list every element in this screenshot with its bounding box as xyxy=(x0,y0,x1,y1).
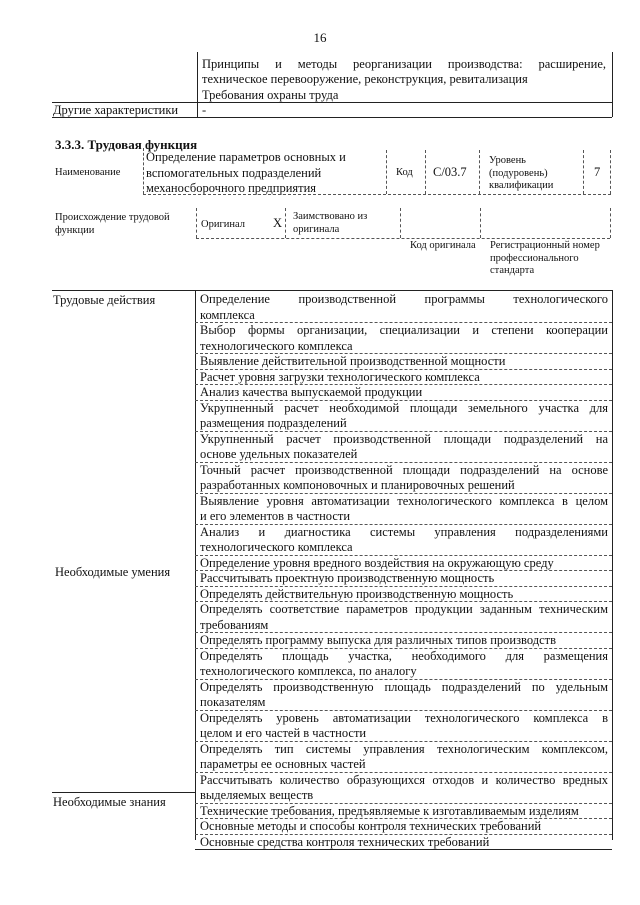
labor_actions-item xyxy=(200,323,608,354)
name-box-bottom xyxy=(143,194,611,195)
label-separator xyxy=(52,792,195,793)
labor_actions-item-line: разработанных компоновочных и планировочных решений xyxy=(200,478,515,492)
origin-label-line: функции xyxy=(55,224,95,236)
labor_actions-item xyxy=(200,385,608,401)
knowledge-item xyxy=(200,819,608,835)
labor_actions-item xyxy=(200,463,608,494)
skills-item xyxy=(200,711,608,742)
name-label: Наименование xyxy=(55,167,121,178)
reg-number-line: стандарта xyxy=(490,265,535,276)
origin-label xyxy=(55,212,170,237)
table-border xyxy=(612,52,613,117)
skills-item xyxy=(200,633,608,649)
origin-box-reg xyxy=(480,208,481,238)
labor_actions-item-line: Выявление действительной производственной мощности xyxy=(200,354,506,368)
origin-box-code xyxy=(400,208,401,238)
code-original-label: Код оригинала xyxy=(410,240,476,251)
level-box-left xyxy=(583,150,584,194)
knowledge-item-line: Основные средства контроля технических требований xyxy=(200,834,490,849)
skills-item-line: Определять тип системы управления технологическим комплексом, xyxy=(200,741,608,756)
knowledge-item xyxy=(200,804,608,820)
origin-box-left xyxy=(196,208,197,238)
knowledge-item-line: Технические требования, предъявляемые к изготавливаемым изделиям xyxy=(200,803,579,818)
code-value: C/03.7 xyxy=(433,165,467,179)
labor_actions-item-line: комплекса xyxy=(200,307,255,322)
reg-number-label xyxy=(490,240,600,278)
level-value: 7 xyxy=(594,165,601,179)
level-box-right xyxy=(610,150,611,194)
borrowed-label xyxy=(293,211,367,236)
labor_actions-item xyxy=(200,494,608,525)
skills-item xyxy=(200,602,608,633)
page-number: 16 xyxy=(313,30,327,45)
main-table-bottom xyxy=(195,849,612,850)
labor_actions-item-line: и его элементов в частности xyxy=(200,509,351,523)
section-title: 3.3.3. Трудовая функция xyxy=(55,137,198,152)
origin-box-right xyxy=(610,208,611,238)
skills-item-line: Определять программу выпуска для различных типов производств xyxy=(200,633,556,647)
reg-number-line: профессионального xyxy=(490,252,579,264)
knowledge-label: Необходимые знания xyxy=(53,795,166,809)
top-cell-line-1: Принципы и методы реорганизации производства: расширение, xyxy=(202,57,606,71)
labor_actions-item-line: Укрупненный расчет необходимой площади земельного участка для xyxy=(200,400,608,415)
labor_actions-item-line: Выбор формы организации, специализации и степени кооперации xyxy=(200,323,608,337)
level-label xyxy=(489,155,553,193)
function-name-line: механосборочного предприятия xyxy=(146,181,317,195)
skills-item xyxy=(200,742,608,773)
borrowed-label-line: оригинала xyxy=(293,223,340,235)
function-name xyxy=(146,150,386,197)
function-name-line: Определение параметров основных и xyxy=(146,150,346,164)
other-characteristics-label: Другие характеристики xyxy=(53,103,179,117)
main-table-border xyxy=(612,290,613,840)
level-label-line: (подуровень) xyxy=(489,167,548,179)
skills-item xyxy=(200,571,608,587)
labor_actions-item-line: Определение производственной программы технологического xyxy=(200,292,608,306)
labor_actions-item xyxy=(200,292,608,323)
table-divider xyxy=(197,52,198,117)
borrowed-label-line: Заимствовано из xyxy=(293,211,368,222)
labor_actions-item-line: технологического комплекса xyxy=(200,540,353,554)
main-table-top xyxy=(52,290,612,291)
skills-item xyxy=(200,773,608,804)
labor_actions-item-line: Точный расчет производственной площади подразделений на основе xyxy=(200,462,608,477)
top-cell-line-2: техническое перевооружение, реконструкция, ревитализация xyxy=(202,72,528,86)
labor_actions-item-line: технологического комплекса xyxy=(200,338,353,353)
origin-box-bottom xyxy=(196,238,610,239)
origin-label-line: Происхождение трудовой xyxy=(55,212,170,223)
other-characteristics-value: - xyxy=(202,103,207,117)
labor-actions-label: Трудовые действия xyxy=(53,293,156,307)
main-table-divider xyxy=(195,290,196,840)
labor_actions-item xyxy=(200,354,608,370)
skills-item-line: технологического комплекса, по аналогу xyxy=(200,664,417,678)
original-mark: X xyxy=(273,216,283,230)
labor_actions-item-line: Расчет уровня загрузки технологического комплекса xyxy=(200,369,480,384)
labor_actions-item xyxy=(200,401,608,432)
skills-item-line: выделяемых веществ xyxy=(200,788,314,802)
labor_actions-item xyxy=(200,525,608,556)
code-label: Код xyxy=(396,167,413,178)
skills-item-line: Определять действительную производственную мощность xyxy=(200,586,514,601)
labor_actions-item-line: Определение уровня вредного воздействия на окружающую среду xyxy=(200,555,554,570)
code-box-right xyxy=(479,150,480,194)
skills-item xyxy=(200,649,608,680)
skills-item-line: Определять уровень автоматизации технологического комплекса в xyxy=(200,710,608,725)
reg-number-line: Регистрационный номер xyxy=(490,240,600,251)
origin-box-mid xyxy=(285,208,286,238)
knowledge-item-line: Основные методы и способы контроля технических требований xyxy=(200,819,542,833)
labor_actions-item-line: основе удельных показателей xyxy=(200,447,358,461)
skills-item xyxy=(200,680,608,711)
level-label-line: Уровень xyxy=(489,155,526,166)
labor_actions-item-line: Выявление уровня автоматизации технологического комплекса в целом xyxy=(200,493,608,508)
labor_actions-item-line: Анализ качества выпускаемой продукции xyxy=(200,385,423,399)
skills-item-line: Определять производственную площадь подразделений по удельным xyxy=(200,679,608,694)
skills-item-line: параметры ее основных частей xyxy=(200,757,366,771)
labor_actions-item xyxy=(200,432,608,463)
skills-item-line: Определять соответствие параметров продукции заданным техническим xyxy=(200,602,608,616)
labor_actions-item xyxy=(200,556,608,572)
labor_actions-item-line: размещения подразделений xyxy=(200,416,347,430)
name-box-left xyxy=(143,148,144,194)
skills-item-line: целом и его частей в частности xyxy=(200,726,367,740)
name-box-right xyxy=(386,150,387,194)
function-name-line: вспомогательных подразделений xyxy=(146,165,322,180)
code-box-left xyxy=(425,150,426,194)
skills-item-line: требованиям xyxy=(200,617,269,632)
labor_actions-item-line: Укрупненный расчет производственной площади подразделений на xyxy=(200,431,608,446)
skills-item-line: показателям xyxy=(200,695,266,709)
original-label: Оригинал xyxy=(201,219,245,230)
labor_actions-item xyxy=(200,370,608,386)
top-cell-requirement: Требования охраны труда xyxy=(202,88,339,102)
labor_actions-item-line: Анализ и диагностика системы управления подразделениями xyxy=(200,524,608,539)
skills-item-line: Определять площадь участка, необходимого для размещения xyxy=(200,648,608,663)
level-label-line: квалификации xyxy=(489,180,554,191)
skills-item-line: Рассчитывать проектную производственную мощность xyxy=(200,571,495,585)
skills-item-line: Рассчитывать количество образующихся отходов и количество вредных xyxy=(200,772,608,787)
skills-item xyxy=(200,587,608,603)
knowledge-item xyxy=(200,835,608,851)
skills-label: Необходимые умения xyxy=(55,565,171,579)
